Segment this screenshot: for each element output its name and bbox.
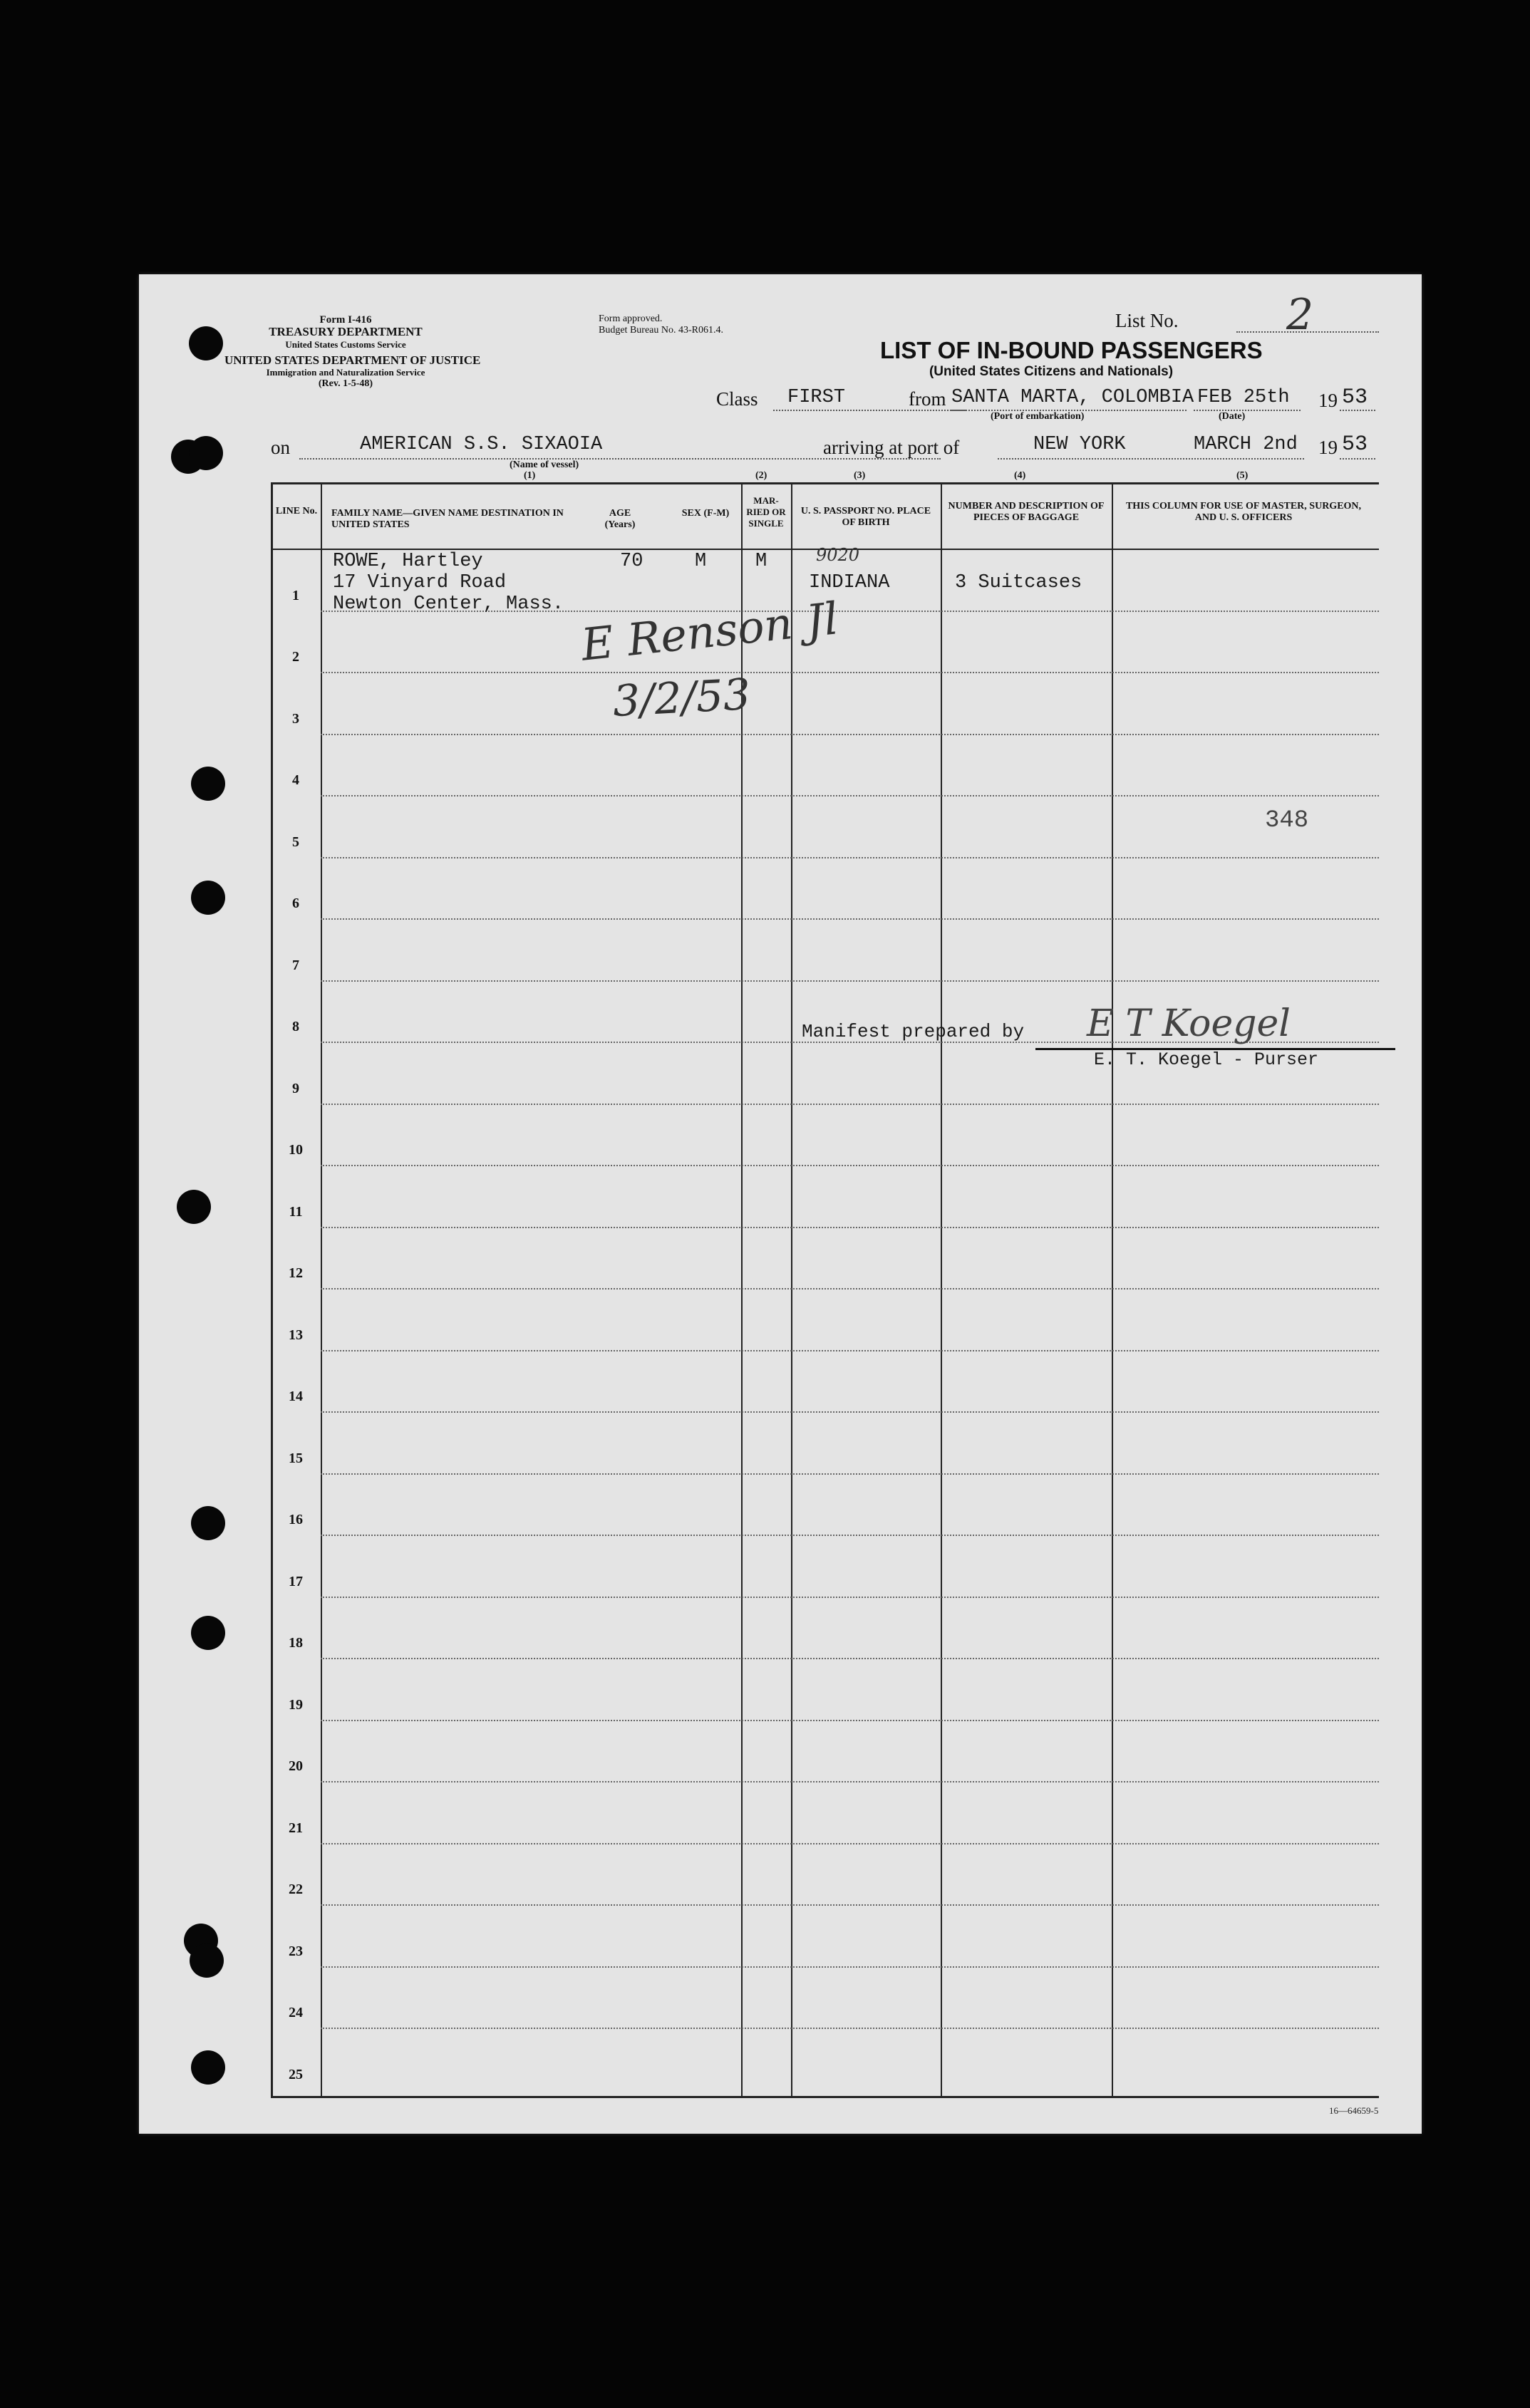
arrival-date: MARCH 2nd	[1194, 434, 1298, 455]
embark-year: 53	[1342, 385, 1368, 410]
row-rule	[321, 1165, 1379, 1166]
row-number: 22	[289, 1882, 303, 1897]
customs-service: United States Customs Service	[285, 339, 406, 350]
binder-hole	[191, 2050, 225, 2085]
page-subtitle: (United States Citizens and Nationals)	[929, 364, 1174, 379]
vessel-caption: (Name of vessel)	[510, 460, 579, 470]
col-num-2: (2)	[755, 470, 767, 481]
row-rule	[321, 1966, 1379, 1968]
col-line-no: LINE No.	[275, 506, 318, 517]
row-number: 15	[289, 1450, 303, 1466]
manifest-label: Manifest prepared by	[802, 1021, 1025, 1042]
inspection-date: 3/2/53	[611, 669, 752, 727]
passenger-age: 70	[620, 551, 643, 572]
row-number: 14	[289, 1389, 303, 1404]
row-rule	[321, 1227, 1379, 1228]
page-title: LIST OF IN-BOUND PASSENGERS	[880, 337, 1263, 363]
row-number: 2	[292, 649, 299, 665]
binder-hole	[191, 881, 225, 915]
row-number: 25	[289, 2066, 303, 2082]
row-rule	[321, 672, 1379, 673]
row-rule	[321, 1288, 1379, 1289]
row-rule	[321, 1350, 1379, 1351]
row-rule	[321, 1597, 1379, 1598]
binder-hole	[189, 436, 223, 470]
row-number: 19	[289, 1696, 303, 1713]
row-rule	[321, 1843, 1379, 1844]
row-rule	[321, 857, 1379, 858]
row-rule	[321, 1720, 1379, 1721]
col-num-4: (4)	[1014, 470, 1026, 481]
row-number: 7	[292, 957, 299, 973]
birthplace: INDIANA	[809, 572, 890, 593]
passenger-address-2: Newton Center, Mass.	[333, 593, 564, 615]
col-name: FAMILY NAME—GIVEN NAME DESTINATION IN UNITED STATES	[331, 508, 564, 530]
row-rule	[321, 980, 1379, 982]
arrival-year-prefix: 19	[1318, 437, 1338, 458]
row-number: 8	[292, 1019, 299, 1034]
class-label: Class	[716, 388, 758, 410]
row-number: 24	[289, 2005, 303, 2020]
col-num-3: (3)	[854, 470, 866, 481]
col-sex: SEX (F-M)	[681, 508, 730, 519]
on-label: on	[271, 437, 290, 458]
row-number: 5	[292, 834, 299, 850]
row-rule	[321, 918, 1379, 920]
col-passport: U. S. PASSPORT NO. PLACE OF BIRTH	[800, 506, 931, 528]
col-num-1: (1)	[524, 470, 536, 481]
justice-dept: UNITED STATES DEPARTMENT OF JUSTICE	[224, 353, 481, 367]
baggage: 3 Suitcases	[955, 572, 1082, 593]
row-number: 3	[292, 710, 299, 727]
inspector-signature: E Renson Jl	[579, 592, 841, 671]
list-no-label: List No.	[1115, 310, 1179, 331]
row-number: 18	[289, 1635, 303, 1651]
row-number: 17	[289, 1573, 303, 1589]
passenger-marital: M	[755, 551, 767, 572]
row-rule	[321, 795, 1379, 796]
binder-hole	[191, 767, 225, 801]
arrival-port: NEW YORK	[1033, 434, 1126, 455]
year-prefix: 19	[1318, 390, 1338, 411]
treasury-dept: TREASURY DEPARTMENT	[269, 325, 423, 338]
revision-date: (Rev. 1-5-48)	[318, 378, 373, 389]
col-age: AGE (Years)	[604, 508, 636, 530]
row-number: 9	[292, 1080, 299, 1096]
list-no-value: 2	[1286, 290, 1314, 340]
row-rule	[321, 1904, 1379, 1906]
col-baggage: NUMBER AND DESCRIPTION OF PIECES OF BAGGAGE	[948, 501, 1105, 523]
arrival-year: 53	[1342, 432, 1368, 457]
manifest-form	[139, 274, 1422, 2134]
footer-code: 16—64659-5	[1329, 2105, 1379, 2116]
row-number: 6	[292, 896, 299, 911]
passenger-name: ROWE, Hartley	[333, 551, 483, 572]
passenger-sex: M	[695, 551, 707, 572]
embark-date: FEB 25th	[1197, 387, 1290, 408]
col-married: MAR-RIED OR SINGLE	[746, 495, 786, 529]
row-rule	[321, 734, 1379, 735]
row-rule	[321, 1411, 1379, 1413]
row-number: 11	[289, 1203, 303, 1220]
arriving-label: arriving at port of	[823, 437, 960, 458]
row-number: 21	[289, 1820, 303, 1836]
row-number: 10	[289, 1142, 303, 1158]
row-rule	[321, 1658, 1379, 1659]
row-number: 12	[289, 1265, 303, 1281]
binder-hole	[191, 1506, 225, 1540]
row-number: 20	[289, 1758, 303, 1774]
row-number: 16	[289, 1512, 303, 1527]
row-number: 23	[289, 1943, 303, 1959]
stamp-number: 348	[1265, 807, 1309, 834]
form-approved: Form approved.	[599, 313, 663, 324]
row-rule	[321, 1781, 1379, 1782]
row-rule	[321, 2028, 1379, 2029]
col-num-5: (5)	[1236, 470, 1249, 481]
embark-port: SANTA MARTA, COLOMBIA	[951, 387, 1194, 408]
purser-typed: E. T. Koegel - Purser	[1094, 1049, 1319, 1070]
row-number: 1	[292, 587, 299, 603]
form-number: Form I-416	[319, 314, 372, 326]
binder-hole	[177, 1190, 211, 1224]
binder-hole	[191, 1616, 225, 1650]
row-rule	[321, 1535, 1379, 1536]
row-rule	[321, 1473, 1379, 1475]
date-caption: (Date)	[1219, 411, 1246, 422]
passenger-address-1: 17 Vinyard Road	[333, 572, 507, 593]
binder-hole	[189, 326, 223, 360]
class-value: FIRST	[787, 387, 846, 408]
row-number: 4	[292, 772, 299, 788]
passport-number: 9020	[816, 545, 860, 565]
from-label: from	[909, 388, 946, 410]
port-caption: (Port of embarkation)	[991, 411, 1085, 422]
row-rule	[321, 1104, 1379, 1105]
budget-bureau: Budget Bureau No. 43-R061.4.	[599, 325, 723, 336]
row-number: 13	[289, 1327, 303, 1343]
purser-signature: E T Koegel	[1087, 1002, 1291, 1045]
col-officers: THIS COLUMN FOR USE OF MASTER, SURGEON, AND U. S. OFFICERS	[1125, 501, 1362, 523]
vessel-name: AMERICAN S.S. SIXAOIA	[360, 434, 603, 455]
ins-service: Immigration and Naturalization Service	[266, 367, 425, 378]
binder-hole	[190, 1943, 224, 1978]
